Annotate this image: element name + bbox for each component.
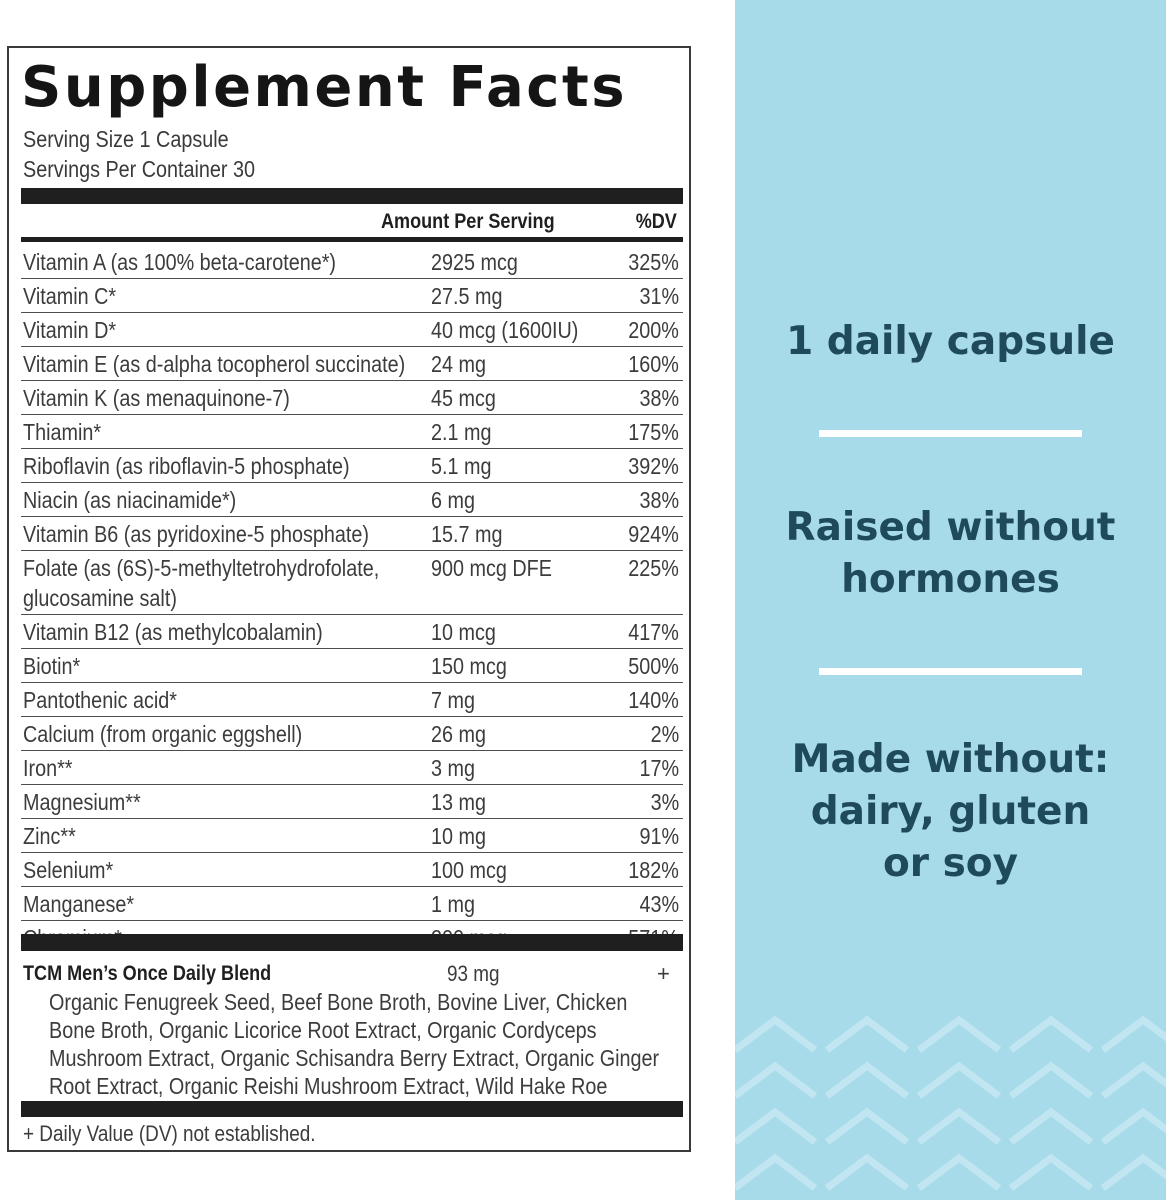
blend-amount: 93 mg	[447, 961, 500, 986]
supplement-facts-label	[7, 46, 691, 1152]
nutrient-dv: 43%	[639, 891, 679, 917]
nutrient-amount: 45 mcg	[431, 385, 496, 411]
nutrient-dv: 924%	[628, 521, 679, 547]
claims-panel	[735, 0, 1166, 1200]
nutrient-name: Vitamin K (as menaquinone-7)	[23, 385, 290, 411]
thick-divider-bar	[21, 1101, 683, 1117]
nutrient-row	[21, 751, 683, 785]
nutrient-row	[21, 887, 683, 921]
chevron-shape	[1011, 1066, 1091, 1096]
nutrient-amount: 100 mcg	[431, 857, 507, 883]
nutrient-dv: 200%	[628, 317, 679, 343]
nutrient-row	[21, 313, 683, 347]
nutrient-name: Niacin (as niacinamide*)	[23, 487, 237, 513]
nutrient-row	[21, 551, 683, 615]
nutrient-dv: 325%	[628, 249, 679, 275]
blend-dv: +	[657, 961, 670, 986]
servings-per-container: Servings Per Container 30	[23, 156, 255, 182]
nutrient-amount: 3 mg	[431, 755, 475, 781]
nutrient-dv: 2%	[650, 721, 679, 747]
chevron-shape	[1103, 1066, 1166, 1096]
nutrient-dv: 91%	[639, 823, 679, 849]
column-header-amount: Amount Per Serving	[381, 210, 555, 233]
chevron-shape	[1103, 1020, 1166, 1050]
nutrient-name: Vitamin A (as 100% beta-carotene*)	[23, 249, 337, 275]
nutrient-row	[21, 381, 683, 415]
chevron-shape	[1011, 1158, 1091, 1188]
chevron-shape	[1103, 1112, 1166, 1142]
chevron-shape	[1011, 1112, 1091, 1142]
nutrient-row	[21, 415, 683, 449]
blend-name: TCM Men’s Once Daily Blend	[23, 962, 272, 985]
nutrient-name: Vitamin C*	[23, 283, 117, 309]
thick-divider-bar	[21, 188, 683, 204]
nutrient-name: Manganese*	[23, 891, 135, 917]
nutrient-name: Vitamin E (as d-alpha tocopherol succinate)	[23, 351, 406, 377]
footnote: + Daily Value (DV) not established.	[23, 1121, 316, 1146]
nutrient-dv: 38%	[639, 487, 679, 513]
chevron-shape	[1103, 1158, 1166, 1188]
nutrient-row	[21, 615, 683, 649]
nutrient-amount: 13 mg	[431, 789, 486, 815]
nutrient-row	[21, 683, 683, 717]
claim-divider	[819, 430, 1082, 437]
nutrient-amount: 6 mg	[431, 487, 475, 513]
claim-line: Raised without	[785, 505, 1116, 550]
chevron-shape	[919, 1112, 999, 1142]
nutrient-amount: 15.7 mg	[431, 521, 503, 547]
claim-line: dairy, gluten	[810, 789, 1091, 834]
nutrient-amount: 1 mg	[431, 891, 475, 917]
chevron-shape	[735, 1158, 815, 1188]
nutrient-dv: 3%	[650, 789, 679, 815]
column-header-dv: %DV	[635, 210, 677, 233]
nutrient-amount: 26 mg	[431, 721, 486, 747]
claim-line: 1 daily capsule	[786, 319, 1115, 364]
nutrient-row	[21, 449, 683, 483]
nutrient-row	[21, 517, 683, 551]
nutrient-row	[21, 347, 683, 381]
nutrient-amount: 7 mg	[431, 687, 475, 713]
blend-ingredients: Organic Fenugreek Seed, Beef Bone Broth, Bovine Liver, Chicken Bone Broth, Organic Licorice Root Extract, Organic Cordyceps Mushroom Extract, Organic Schisandra Berry Extract, Organic Ginger Root Extract, Organic Reishi Mushroom Extract, Wild Hake Roe	[49, 989, 660, 1099]
nutrient-amount: 150 mcg	[431, 653, 507, 679]
chevron-shape	[827, 1020, 907, 1050]
nutrient-amount: 40 mcg (1600IU)	[431, 317, 579, 343]
nutrient-amount: 900 mcg DFE	[431, 555, 552, 581]
nutrient-row	[21, 785, 683, 819]
nutrient-amount: 24 mg	[431, 351, 486, 377]
nutrient-dv: 140%	[628, 687, 679, 713]
nutrient-amount: 10 mcg	[431, 619, 496, 645]
chevron-shape	[919, 1158, 999, 1188]
nutrient-dv: 17%	[639, 755, 679, 781]
chevron-shape	[827, 1112, 907, 1142]
header-divider-bar	[21, 237, 683, 242]
nutrient-row	[21, 245, 683, 279]
chevron-shape	[735, 1020, 815, 1050]
chevron-shape	[827, 1158, 907, 1188]
claim-made-without	[735, 734, 1166, 890]
nutrient-amount: 10 mg	[431, 823, 486, 849]
chevron-shape	[1011, 1020, 1091, 1050]
nutrient-row	[21, 279, 683, 313]
nutrient-name: Riboflavin (as riboflavin-5 phosphate)	[23, 453, 350, 479]
claim-raised-without-hormones	[735, 502, 1166, 606]
claim-line: Made without:	[791, 737, 1110, 782]
nutrient-name: Folate (as (6S)-5-methyltetrohydrofolate, glucosamine salt)	[23, 555, 380, 611]
claim-line: hormones	[841, 557, 1060, 602]
nutrient-row	[21, 649, 683, 683]
serving-size: Serving Size 1 Capsule	[23, 126, 229, 152]
chevron-shape	[919, 1020, 999, 1050]
nutrient-amount: 5.1 mg	[431, 453, 492, 479]
claim-daily-capsule	[735, 316, 1166, 368]
nutrient-dv: 175%	[628, 419, 679, 445]
nutrient-name: Zinc**	[23, 823, 76, 849]
nutrient-name: Thiamin*	[23, 419, 102, 445]
claim-divider	[819, 668, 1082, 675]
nutrient-dv: 38%	[639, 385, 679, 411]
chevron-shape	[735, 1066, 815, 1096]
nutrient-name: Vitamin D*	[23, 317, 117, 343]
nutrient-amount: 2925 mcg	[431, 249, 518, 275]
nutrient-dv: 182%	[628, 857, 679, 883]
nutrient-row	[21, 717, 683, 751]
nutrient-name: Biotin*	[23, 653, 81, 679]
nutrient-rows	[21, 245, 683, 954]
nutrient-name: Iron**	[23, 755, 73, 781]
nutrient-row	[21, 819, 683, 853]
chevron-shape	[919, 1066, 999, 1096]
chevron-shape	[827, 1066, 907, 1096]
nutrient-amount: 2.1 mg	[431, 419, 492, 445]
nutrient-dv: 392%	[628, 453, 679, 479]
chevron-shape	[735, 1112, 815, 1142]
nutrient-dv: 160%	[628, 351, 679, 377]
nutrient-name: Magnesium**	[23, 789, 141, 815]
nutrient-dv: 500%	[628, 653, 679, 679]
nutrient-name: Vitamin B12 (as methylcobalamin)	[23, 619, 323, 645]
nutrient-name: Selenium*	[23, 857, 114, 883]
nutrient-dv: 31%	[639, 283, 679, 309]
nutrient-name: Vitamin B6 (as pyridoxine-5 phosphate)	[23, 521, 369, 547]
nutrient-amount: 27.5 mg	[431, 283, 503, 309]
nutrient-dv: 417%	[628, 619, 679, 645]
nutrient-row	[21, 483, 683, 517]
claim-line: or soy	[882, 841, 1019, 886]
nutrient-dv: 225%	[628, 555, 679, 581]
label-title: Supplement Facts	[21, 55, 628, 120]
nutrient-row	[21, 853, 683, 887]
thick-divider-bar	[21, 934, 683, 951]
nutrient-name: Pantothenic acid*	[23, 687, 177, 713]
nutrient-name: Calcium (from organic eggshell)	[23, 721, 303, 747]
